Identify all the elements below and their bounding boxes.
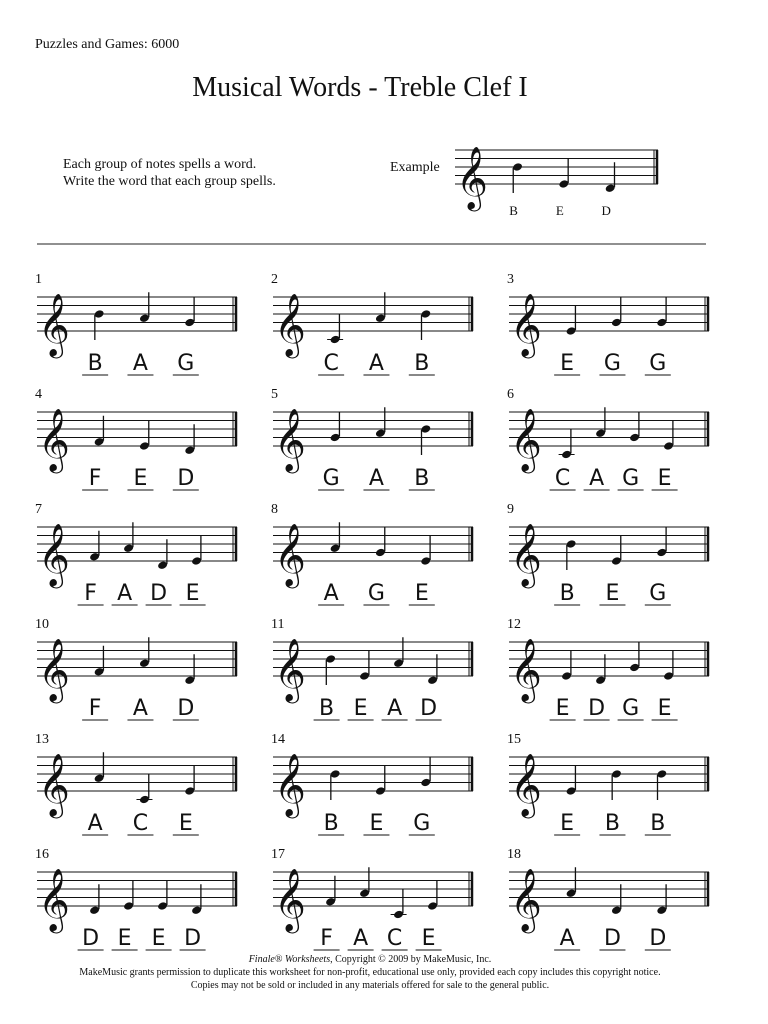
treble-clef-icon: 𝄞 xyxy=(510,870,542,930)
quarter-note-icon xyxy=(420,309,431,340)
quarter-note-icon xyxy=(656,769,667,800)
answer-letter[interactable]: B xyxy=(87,351,103,376)
answer-letter[interactable]: C xyxy=(132,811,149,836)
quarter-note-icon xyxy=(375,765,386,796)
puzzle-number: 8 xyxy=(271,502,278,517)
example-letter: D xyxy=(601,203,611,218)
answer-letter[interactable]: F xyxy=(88,466,102,491)
answer-letter[interactable]: A xyxy=(87,811,103,836)
puzzle-4 xyxy=(35,387,237,491)
footer-permission: MakeMusic grants permission to duplicate this worksheet for non-profit, educational use only, provided each copy includes this copyright notice. xyxy=(79,967,661,978)
footer-copyright: , Copyright © 2009 by MakeMusic, Inc. xyxy=(330,954,492,965)
quarter-note-icon xyxy=(611,535,622,566)
answer-letter[interactable]: E xyxy=(185,581,200,606)
answer-letter[interactable]: G xyxy=(649,581,667,606)
answer-letter[interactable]: G xyxy=(649,351,667,376)
quarter-note-icon xyxy=(136,774,152,805)
footer-restriction: Copies may not be sold or included in any materials offered for sale to the general public. xyxy=(190,980,550,991)
answer-letter[interactable]: F xyxy=(88,696,102,721)
puzzle-3 xyxy=(507,272,709,376)
answer-letter[interactable]: A xyxy=(132,696,148,721)
quarter-note-icon xyxy=(611,297,622,328)
quarter-note-icon xyxy=(561,650,572,681)
puzzle-15 xyxy=(507,732,709,836)
puzzle-17 xyxy=(271,847,473,951)
quarter-note-icon xyxy=(184,297,195,328)
answer-letter[interactable]: G xyxy=(622,466,640,491)
quarter-note-icon xyxy=(420,757,431,788)
answer-letter[interactable]: E xyxy=(657,466,672,491)
answer-letter[interactable]: A xyxy=(559,926,575,951)
treble-clef-icon: 𝄞 xyxy=(274,755,306,815)
answer-letter[interactable]: E xyxy=(369,811,384,836)
puzzle-number: 17 xyxy=(271,847,285,862)
treble-clef-icon: 𝄞 xyxy=(38,755,70,815)
answer-letter[interactable]: B xyxy=(650,811,666,836)
answer-letter[interactable]: D xyxy=(150,581,168,606)
answer-letter[interactable]: E xyxy=(414,581,429,606)
treble-clef-icon: 𝄞 xyxy=(274,640,306,700)
puzzle-13 xyxy=(35,732,237,836)
puzzle-8 xyxy=(271,502,473,606)
quarter-note-icon xyxy=(566,305,577,336)
answer-letter[interactable]: A xyxy=(353,926,369,951)
treble-clef-icon: 𝄞 xyxy=(274,295,306,355)
answer-letter[interactable]: G xyxy=(322,466,340,491)
quarter-note-icon xyxy=(611,769,622,800)
puzzle-9 xyxy=(507,502,709,606)
answer-letter[interactable]: B xyxy=(323,811,339,836)
answer-letter[interactable]: A xyxy=(368,351,384,376)
answer-letter[interactable]: G xyxy=(413,811,431,836)
quarter-note-icon xyxy=(359,650,370,681)
puzzle-5 xyxy=(271,387,473,491)
quarter-note-icon xyxy=(663,650,674,681)
answer-letter[interactable]: E xyxy=(560,811,575,836)
answer-letter[interactable]: D xyxy=(82,926,100,951)
quarter-note-icon xyxy=(139,420,150,451)
quarter-note-icon xyxy=(325,654,336,685)
answer-letter[interactable]: A xyxy=(132,351,148,376)
treble-clef-icon: 𝄞 xyxy=(510,640,542,700)
puzzle-6 xyxy=(507,387,709,491)
quarter-note-icon xyxy=(663,420,674,451)
answer-letter[interactable]: D xyxy=(603,926,621,951)
puzzle-number: 12 xyxy=(507,617,521,632)
puzzle-number: 2 xyxy=(271,272,278,287)
answer-letter[interactable]: E xyxy=(178,811,193,836)
puzzle-number: 14 xyxy=(271,732,285,747)
answer-letter[interactable]: D xyxy=(649,926,667,951)
quarter-note-icon xyxy=(559,429,575,460)
quarter-note-icon xyxy=(330,412,341,443)
quarter-note-icon xyxy=(123,880,134,911)
quarter-note-icon xyxy=(391,889,407,920)
answer-letter[interactable]: G xyxy=(367,581,385,606)
puzzle-number: 15 xyxy=(507,732,521,747)
answer-letter[interactable]: A xyxy=(117,581,133,606)
series-label: Puzzles and Games: 6000 xyxy=(35,37,180,52)
answer-letter[interactable]: E xyxy=(151,926,166,951)
puzzle-number: 16 xyxy=(35,847,49,862)
puzzle-14 xyxy=(271,732,473,836)
quarter-note-icon xyxy=(629,642,640,673)
answer-letter[interactable]: B xyxy=(604,811,621,836)
answer-letter[interactable]: B xyxy=(414,351,430,376)
answer-letter[interactable]: D xyxy=(588,696,606,721)
answer-letter[interactable]: E xyxy=(117,926,132,951)
quarter-note-icon xyxy=(327,314,343,345)
footer-product: Finale® Worksheets xyxy=(248,954,331,965)
puzzle-12 xyxy=(507,617,709,721)
treble-clef-icon: 𝄞 xyxy=(510,525,542,585)
quarter-note-icon xyxy=(427,880,438,911)
puzzle-16 xyxy=(35,847,237,951)
puzzle-number: 11 xyxy=(271,617,285,632)
puzzle-18 xyxy=(507,847,709,951)
answer-letter[interactable]: C xyxy=(386,926,403,951)
page-title: Musical Words - Treble Clef I xyxy=(192,72,528,103)
answer-letter[interactable]: B xyxy=(319,696,335,721)
treble-clef-icon: 𝄞 xyxy=(38,870,70,930)
quarter-note-icon xyxy=(656,527,667,558)
answer-letter[interactable]: C xyxy=(323,351,339,376)
answer-letter[interactable]: G xyxy=(622,696,640,721)
answer-letter[interactable]: B xyxy=(559,581,575,606)
treble-clef-icon: 𝄞 xyxy=(274,525,306,585)
example-letter: B xyxy=(509,203,518,218)
treble-clef-icon: 𝄞 xyxy=(510,295,542,355)
example-letter: E xyxy=(555,203,564,218)
puzzle-2 xyxy=(271,272,473,376)
answer-letter[interactable]: D xyxy=(177,466,195,491)
quarter-note-icon xyxy=(330,769,341,800)
puzzle-10 xyxy=(35,617,237,721)
answer-letter[interactable]: F xyxy=(320,926,333,951)
copyright-footer xyxy=(0,953,740,992)
treble-clef-icon: 𝄞 xyxy=(510,755,542,815)
treble-clef-icon: 𝄞 xyxy=(38,525,70,585)
answer-letter[interactable]: B xyxy=(414,466,430,491)
puzzle-number: 18 xyxy=(507,847,521,862)
quarter-note-icon xyxy=(656,297,667,328)
treble-clef-icon: 𝄞 xyxy=(456,148,488,208)
puzzle-number: 5 xyxy=(271,387,278,402)
quarter-note-icon xyxy=(629,412,640,443)
example-label: Example xyxy=(390,160,440,175)
answer-letter[interactable]: A xyxy=(589,466,605,491)
puzzle-number: 7 xyxy=(35,502,42,517)
quarter-note-icon xyxy=(94,309,105,340)
quarter-note-icon xyxy=(512,162,523,193)
treble-clef-icon: 𝄞 xyxy=(38,410,70,470)
instruction-line: Each group of notes spells a word. xyxy=(63,157,257,172)
quarter-note-icon xyxy=(191,535,202,566)
answer-letter[interactable]: E xyxy=(555,696,570,721)
answer-letter[interactable]: A xyxy=(387,696,403,721)
treble-clef-icon: 𝄞 xyxy=(38,295,70,355)
treble-clef-icon: 𝄞 xyxy=(274,870,306,930)
puzzle-number: 3 xyxy=(507,272,514,287)
instruction-line: Write the word that each group spells. xyxy=(63,174,276,189)
treble-clef-icon: 𝄞 xyxy=(274,410,306,470)
puzzle-number: 9 xyxy=(507,502,514,517)
quarter-note-icon xyxy=(420,424,431,455)
answer-letter[interactable]: D xyxy=(184,926,202,951)
quarter-note-icon xyxy=(157,880,168,911)
quarter-note-icon xyxy=(558,158,569,189)
puzzle-number: 6 xyxy=(507,387,514,402)
puzzle-number: 10 xyxy=(35,617,49,632)
answer-letter[interactable]: D xyxy=(177,696,195,721)
quarter-note-icon xyxy=(566,539,577,570)
treble-clef-icon: 𝄞 xyxy=(38,640,70,700)
answer-letter[interactable]: E xyxy=(657,696,672,721)
answer-letter[interactable]: G xyxy=(603,351,621,376)
answer-letter[interactable]: D xyxy=(420,696,438,721)
puzzle-number: 4 xyxy=(35,387,42,402)
quarter-note-icon xyxy=(566,765,577,796)
answer-letter[interactable]: G xyxy=(177,351,195,376)
quarter-note-icon xyxy=(375,527,386,558)
puzzle-number: 13 xyxy=(35,732,49,747)
puzzle-1 xyxy=(35,272,237,376)
puzzle-11 xyxy=(271,617,473,721)
answer-letter[interactable]: E xyxy=(421,926,436,951)
answer-letter[interactable]: E xyxy=(560,351,575,376)
treble-clef-icon: 𝄞 xyxy=(510,410,542,470)
answer-letter[interactable]: E xyxy=(133,466,148,491)
puzzle-number: 1 xyxy=(35,272,42,287)
answer-letter[interactable]: E xyxy=(353,696,368,721)
puzzle-7 xyxy=(35,502,237,606)
answer-letter[interactable]: A xyxy=(368,466,384,491)
example-staff xyxy=(455,148,658,218)
answer-letter[interactable]: E xyxy=(605,581,620,606)
answer-letter[interactable]: F xyxy=(84,581,97,606)
quarter-note-icon xyxy=(420,535,431,566)
answer-letter[interactable]: C xyxy=(554,466,571,491)
quarter-note-icon xyxy=(184,765,195,796)
answer-letter[interactable]: A xyxy=(323,581,339,606)
